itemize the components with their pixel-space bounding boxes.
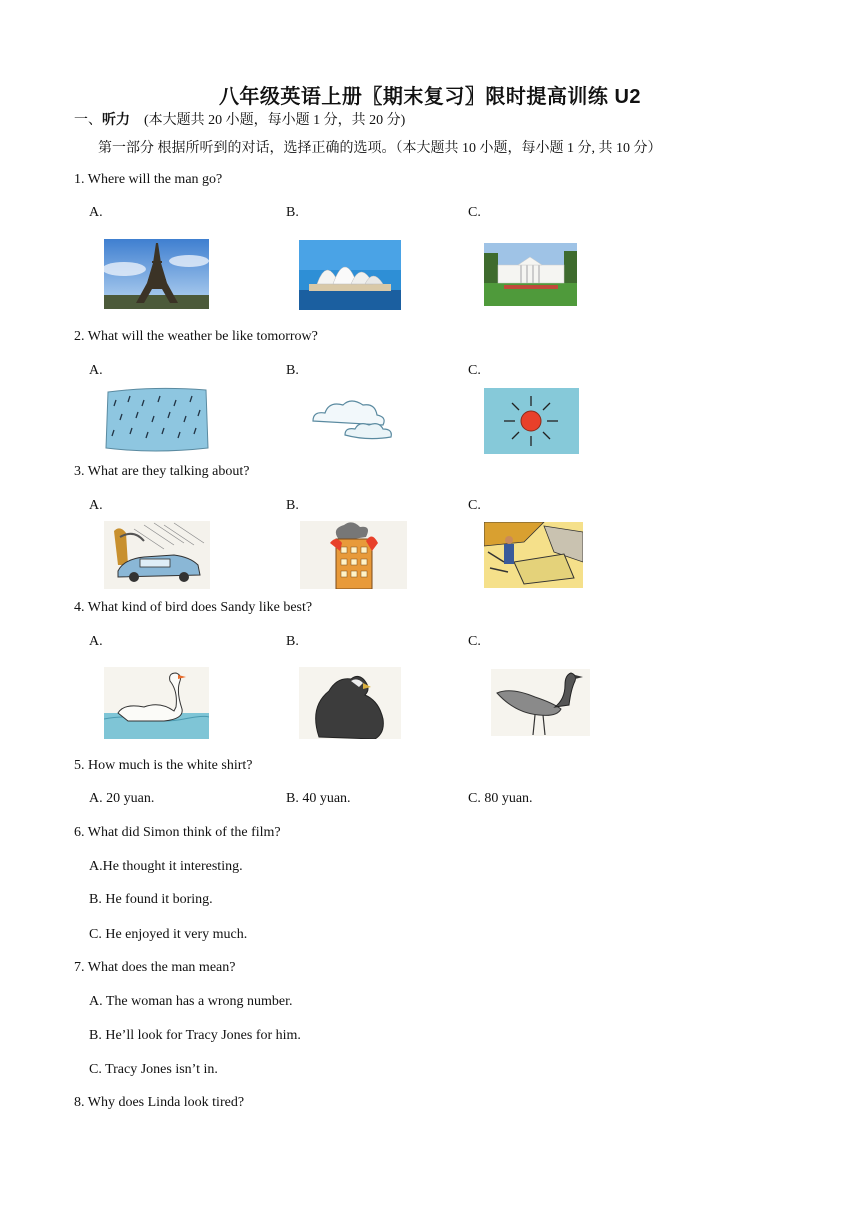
question-6-stem: 6. What did Simon think of the film? [74,825,281,840]
earthquake-image [484,522,583,588]
question-5-stem: 5. How much is the white shirt? [74,758,253,773]
q7-option-c[interactable]: C. Tracy Jones isn’t in. [89,1062,218,1077]
q1-option-a[interactable]: A. [89,205,103,220]
eagle-image [299,667,401,739]
question-7-stem: 7. What does the man mean? [74,960,236,975]
question-1-stem: 1. Where will the man go? [74,172,223,187]
eiffel-tower-image [104,239,209,309]
storm-car-image [104,521,210,589]
q4-option-a[interactable]: A. [89,634,103,649]
q3-option-b[interactable]: B. [286,498,299,513]
question-4-stem: 4. What kind of bird does Sandy like best? [74,600,313,615]
q1-option-c[interactable]: C. [468,205,481,220]
q7-option-a[interactable]: A. The woman has a wrong number. [89,994,293,1009]
section-heading [74,109,405,129]
white-house-image [484,243,577,306]
sunny-image [484,388,579,454]
question-8-stem: 8. Why does Linda look tired? [74,1095,245,1110]
q5-option-a[interactable]: A. 20 yuan. [89,791,155,806]
building-fire-image [300,521,407,589]
page-title: 八年级英语上册〖期末复习〗限时提高训练 U2 [218,86,642,108]
q7-option-b[interactable]: B. He’ll look for Tracy Jones for him. [89,1028,301,1043]
rain-image [104,386,210,453]
swan-image [104,667,209,739]
q2-option-c[interactable]: C. [468,363,481,378]
q4-option-c[interactable]: C. [468,634,481,649]
q6-option-c[interactable]: C. He enjoyed it very much. [89,927,248,942]
question-3-stem: 3. What are they talking about? [74,464,250,479]
crane-image [491,669,590,736]
section-number: 一、 [74,113,102,128]
q2-option-a[interactable]: A. [89,363,103,378]
q3-option-c[interactable]: C. [468,498,481,513]
q1-option-b[interactable]: B. [286,205,299,220]
sydney-opera-house-image [299,240,401,310]
section-name: 听力 [102,113,130,128]
cloudy-image [307,391,402,449]
q3-option-a[interactable]: A. [89,498,103,513]
q6-option-b[interactable]: B. He found it boring. [89,892,213,907]
part-one-instruction: 第一部分 根据所听到的对话，选择正确的选项。（本大题共 10 小题，每小题 1 分, 共 10 分） [98,141,662,156]
q6-option-a[interactable]: A.He thought it interesting. [89,859,243,874]
q4-option-b[interactable]: B. [286,634,299,649]
question-2-stem: 2. What will the weather be like tomorrow? [74,329,318,344]
q5-option-b[interactable]: B. 40 yuan. [286,791,351,806]
q5-option-c[interactable]: C. 80 yuan. [468,791,533,806]
q2-option-b[interactable]: B. [286,363,299,378]
section-note: (本大题共 20 小题，每小题 1 分，共 20 分) [144,113,406,128]
